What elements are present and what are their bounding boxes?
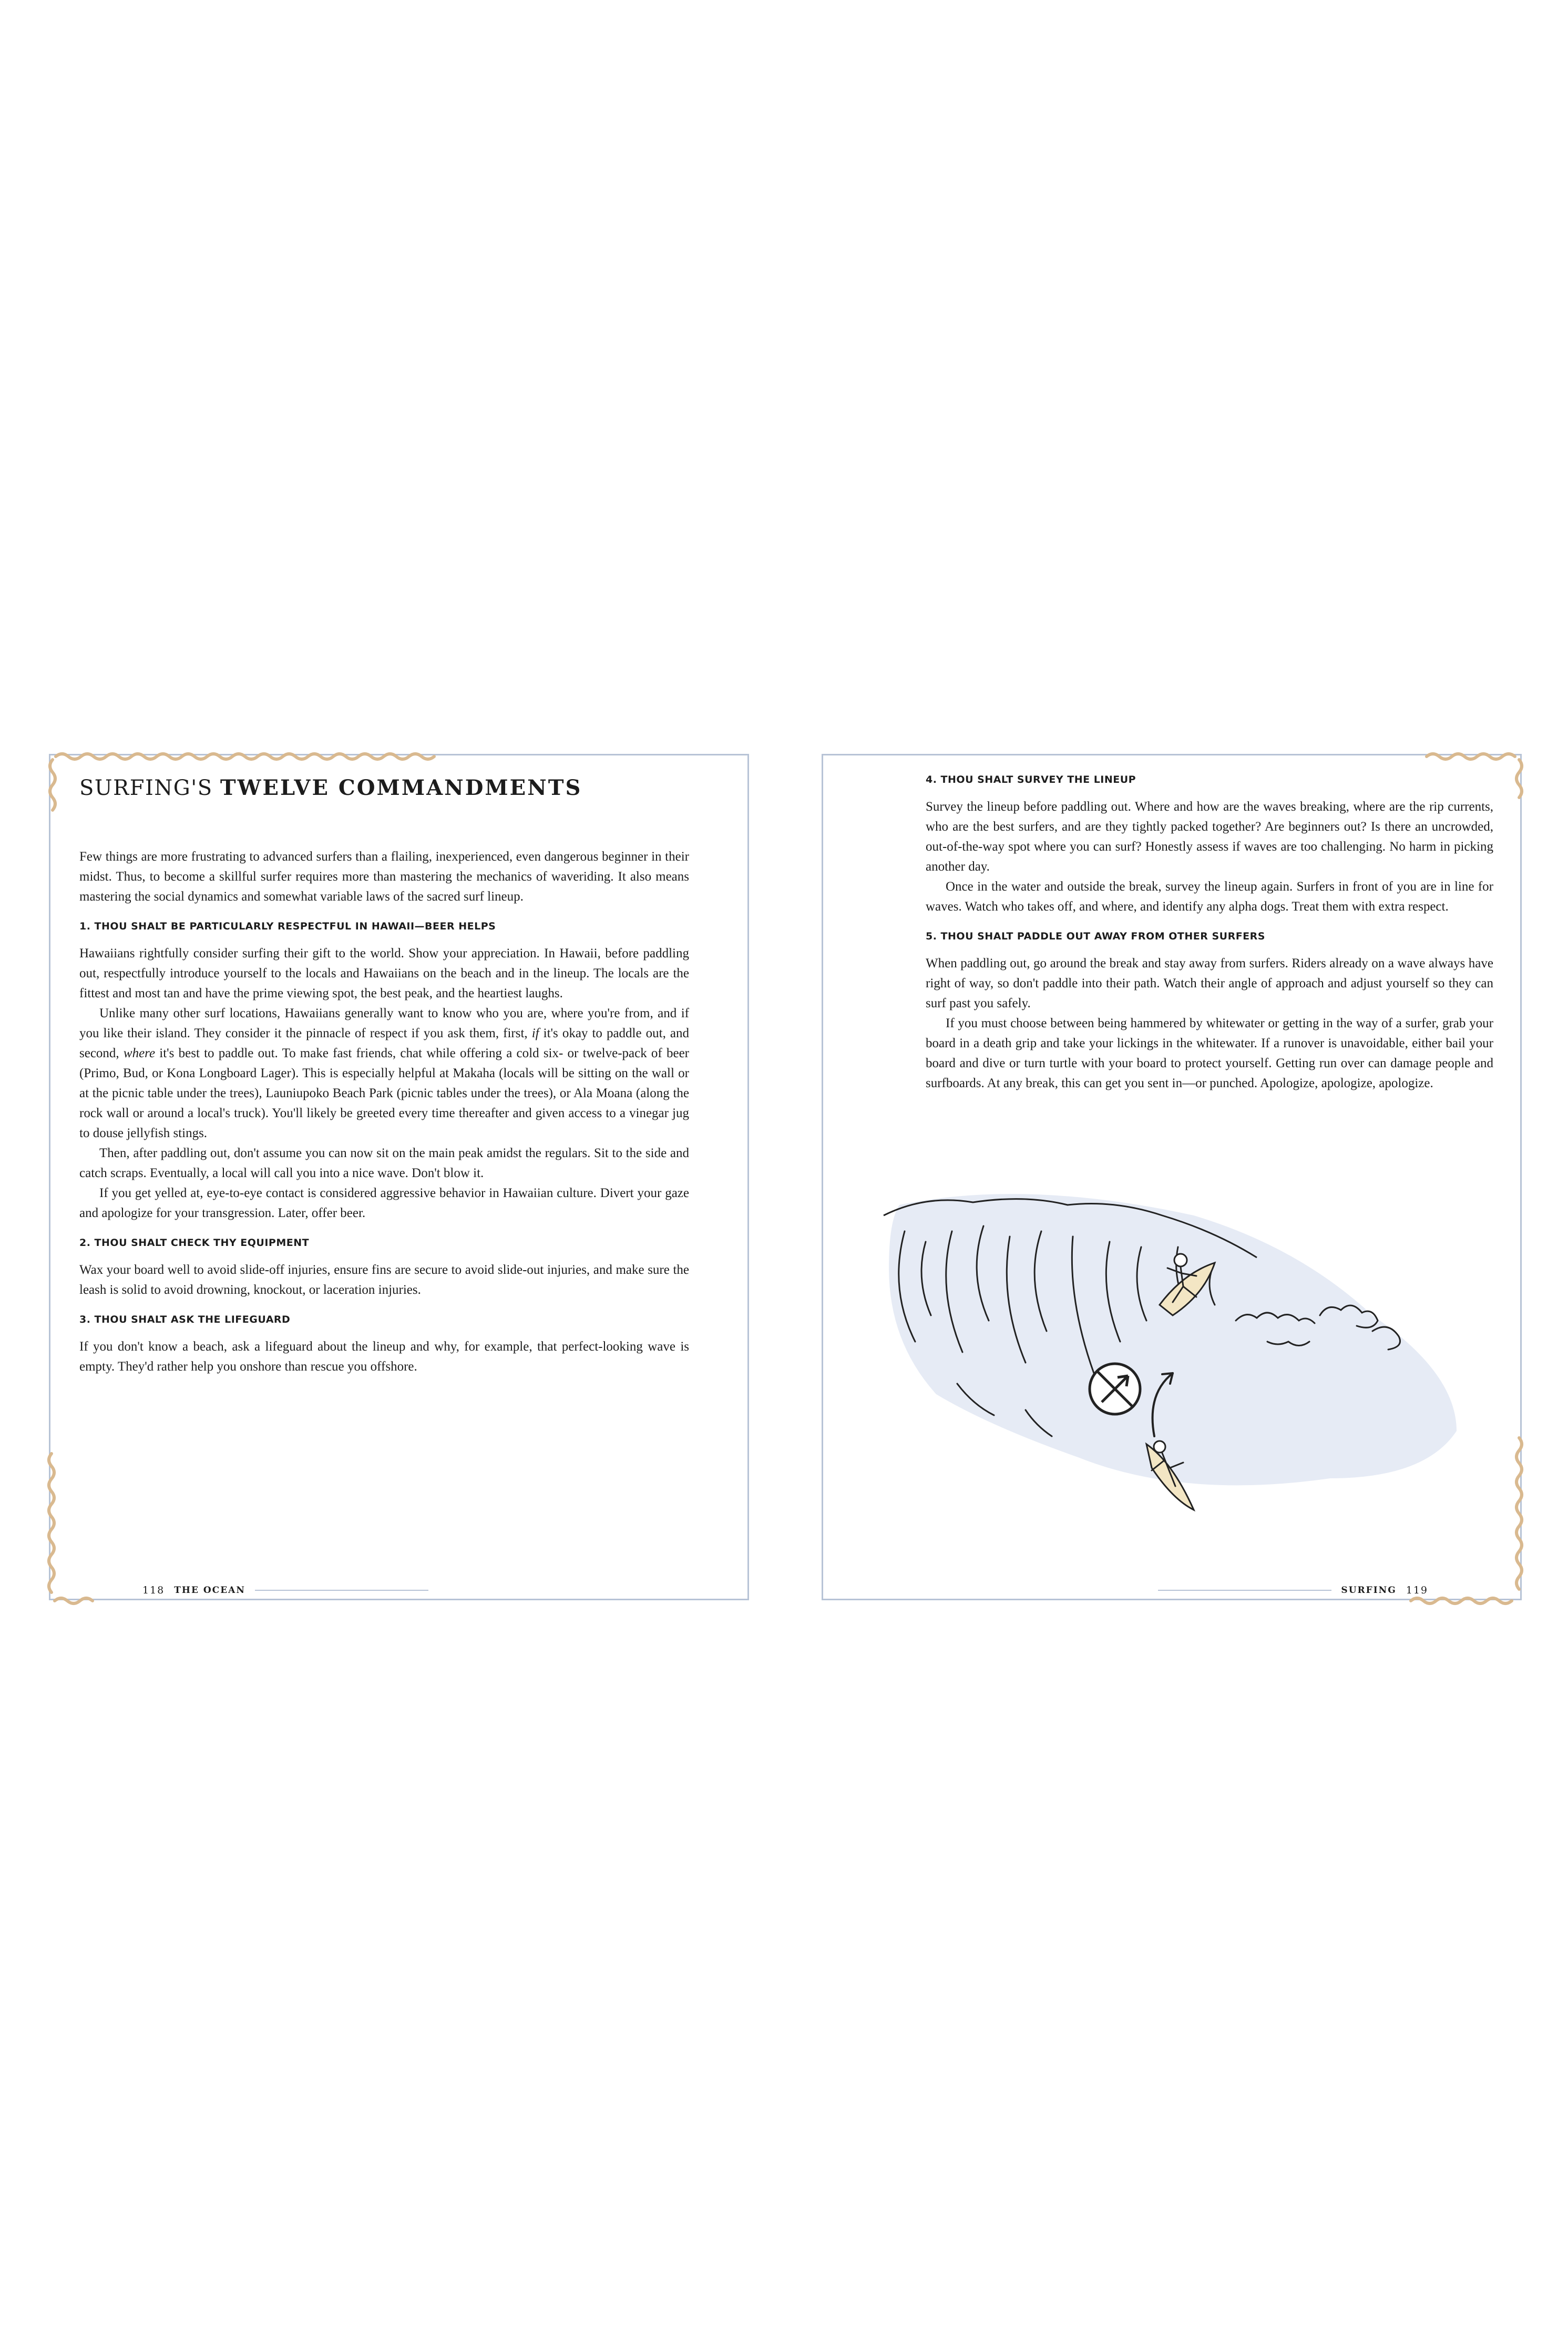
- chapter-title: [79, 776, 689, 800]
- folio-rule-right: [1158, 1590, 1331, 1591]
- running-head-left: THE OCEAN: [174, 1585, 245, 1596]
- folio-rule-left: [255, 1590, 428, 1591]
- commandment-5-paragraph-1: When paddling out, go around the break and stay away from surfers. Riders already on a wave always have right of way, so don't paddle into their path. Watch their angle of approach and adjust yourself so they can surf past you safely.: [926, 956, 1493, 1010]
- commandment-2-paragraph: Wax your board well to avoid slide-off injuries, ensure fins are secure to avoid slide-out injuries, and make sure the leash is solid to avoid drowning, knockout, or laceration injuries.: [79, 1263, 689, 1297]
- left-page: [49, 754, 749, 1600]
- rope-border-bottom-left: [44, 1448, 107, 1606]
- title-light: SURFING'S: [79, 776, 213, 800]
- right-page: [822, 754, 1522, 1600]
- running-head-right: SURFING: [1341, 1585, 1397, 1596]
- page-number-right: 119: [1406, 1585, 1428, 1596]
- commandment-5-heading: 5. THOU SHALT PADDLE OUT AWAY FROM OTHER SURFERS: [926, 931, 1265, 942]
- commandment-4-paragraph-2: Once in the water and outside the break, survey the lineup again. Surfers in front of you are in line for waves. Watch who takes off, and where, and identify any alpha dogs. Treat them with extra respect.: [926, 880, 1493, 914]
- commandment-4-paragraph-1: Survey the lineup before paddling out. Where and how are the waves breaking, where are the rip currents, who are the best surfers, and are they tightly packed together? Are beginners out? Is there an uncrowded, out-of-the-way spot where you can surf? Honestly assess if waves are too challenging. No harm in picking another day.: [926, 800, 1493, 874]
- commandment-4-heading: 4. THOU SHALT SURVEY THE LINEUP: [926, 774, 1136, 785]
- intro-paragraph: Few things are more frustrating to advanced surfers than a flailing, inexperienced, even dangerous beginner in their midst. Thus, to become a skillful surfer requires more than mastering the mechanics of waveriding. It also means mastering the social dynamics and somewhat variable laws of the sacred surf lineup.: [79, 850, 689, 904]
- commandment-1-paragraph-1: Hawaiians rightfully consider surfing their gift to the world. Show your appreciation. In Hawaii, before paddling out, respectfully introduce yourself to the locals and Hawaiians on the beach and in the lineup. The locals are the fittest and most tan and have the prime viewing spot, the best peak, and the heartiest laughs.: [79, 946, 689, 1000]
- no-entry-icon: [1090, 1364, 1140, 1414]
- left-folio: [142, 1585, 428, 1596]
- commandment-3-paragraph: If you don't know a beach, ask a lifeguard about the lineup and why, for example, that perfect-looking wave is empty. They'd rather help you onshore than rescue you offshore.: [79, 1340, 689, 1374]
- page-number-left: 118: [142, 1585, 165, 1596]
- left-page-content: [79, 776, 689, 1377]
- commandment-1-paragraph-4: If you get yelled at, eye-to-eye contact is considered aggressive behavior in Hawaiian culture. Divert your gaze and apologize for your transgression. Later, offer beer.: [79, 1186, 689, 1220]
- commandment-2-heading: 2. THOU SHALT CHECK THY EQUIPMENT: [79, 1237, 310, 1249]
- commandment-3-heading: 3. THOU SHALT ASK THE LIFEGUARD: [79, 1314, 291, 1325]
- commandment-5-paragraph-2: If you must choose between being hammered by whitewater or getting in the way of a surfer, grab your board in a death grip and take your lickings in the whitewater. If a runover is unavoidable, either bail your board and dive or turn turtle with your board to protect yourself. Getting run over can damage people and surfboards. At any break, this can get you sent in—or punched. Apologize, apologize, apologize.: [926, 1016, 1493, 1090]
- commandment-1-paragraph-2: Unlike many other surf locations, Hawaiians generally want to know who you are, where you're from, and if you like their island. They consider it the pinnacle of respect if you ask them, first, if it's okay to paddle out, and second, where it's best to paddle out. To make fast friends, chat while offering a cold six- or twelve-pack of beer (Primo, Bud, or Kona Longboard Lager). This is especially helpful at Makaha (locals will be sitting on the wall or at the picnic table under the trees), Launiupoko Beach Park (picnic tables under the trees), or Ala Moana (along the rock wall or around a local's truck). You'll likely be greeted every time thereafter and given access to a vinegar jug to douse jellyfish stings.: [79, 1006, 689, 1140]
- right-folio: [1158, 1585, 1428, 1596]
- right-page-content: [926, 774, 1493, 1093]
- commandment-1-paragraph-3: Then, after paddling out, don't assume you can now sit on the main peak amidst the regulars. Sit to the side and catch scraps. Eventually, a local will call you into a nice wave. Don't blow it.: [79, 1146, 689, 1180]
- wave-shape: [889, 1194, 1457, 1485]
- commandment-1-heading: 1. THOU SHALT BE PARTICULARLY RESPECTFUL IN HAWAII—BEER HELPS: [79, 921, 496, 932]
- title-bold: TWELVE COMMANDMENTS: [220, 775, 582, 800]
- surfer-wave-illustration: [868, 1184, 1472, 1531]
